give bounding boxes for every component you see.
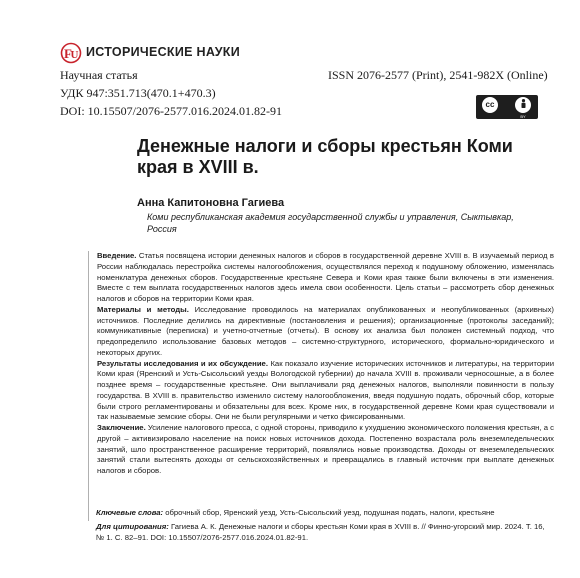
article-title: Денежные налоги и сборы крестьян Коми края в XVIII в.: [137, 136, 513, 177]
doi: DOI: 10.15507/2076-2577.016.2024.01.82-91: [60, 104, 282, 118]
citation-text: Гагиева А. К. Денежные налоги и сборы крестьян Коми края в XVIII в. // Финно-угорский мир. 2024. Т. 16, № 1. С. 82–91. DOI: 10.15507/2076-2577.016.2024.01.82-91.: [96, 522, 545, 542]
journal-header: [60, 42, 560, 64]
conclusion-text: Усиление налогового пресса, с одной стороны, приводило к ухудшению экономического положения крестьян, а с другой – активизировало население на поиск новых источников дохода. Постепенно возрастала роль внеземледельческих занятий, шло пространственное расширение территорий, появлялись новые производства. Доходы от внеземледельческих занятий стали вытеснять доходы от сельскохозяйственных и превращались в главный источник при выплате денежных налогов и сборов.: [97, 423, 555, 475]
results-text: Как показало изучение исторических источников и литературы, на территории Коми края (Яренский и Усть-Сысольский уезды Вологодской губернии) до начала XVIII в. проживали черносошные, а в более позднее время – государственные крестьяне. Они выплачивали ряд денежных налогов, выполняли повинности в пользу государства. В XVIII в. правительство изменило систему налогообложения, введя подушную подать, оброчный сбор, которые были строго регламентированы и обязательны для всех. Кроме них, в государственной деревне Коми края существовали и так называемые земские сборы. Они не были регулярными и четко фиксированными.: [97, 358, 555, 422]
conclusion-label: Заключение.: [97, 423, 146, 432]
udk-code: УДК 947:351.713(470.1+470.3): [60, 86, 216, 100]
issn: ISSN 2076-2577 (Print), 2541-982X (Online): [328, 68, 548, 82]
abstract: [88, 251, 554, 521]
methods-label: Материалы и методы.: [97, 304, 189, 314]
author-affiliation: Коми республиканская академия государственной службы и управления, Сыктывкар, Россия: [147, 212, 514, 234]
abstract-introduction: [97, 251, 554, 305]
cc-by-license-badge[interactable]: [476, 95, 538, 119]
journal-title: ИСТОРИЧЕСКИЕ НАУКИ: [86, 45, 241, 59]
article-type: Научная статья: [60, 68, 138, 82]
abstract-methods: [97, 305, 554, 359]
citation-label: Для цитирования:: [96, 522, 169, 531]
svg-text:U: U: [70, 49, 79, 61]
journal-logo-icon: [60, 42, 84, 64]
svg-text:F: F: [64, 46, 72, 61]
by-label: BY: [520, 114, 526, 119]
methods-text: Исследование проводилось на материалах опубликованных и неопубликованных (архивных) источников. Последние делились на директивные (постановления и решения); организационные (протоколы заседаний); коммуникативные (переписка) и учетно-отчетные (отчеты). В основу их анализа был положен системный подход, что предопределило использование базовых методов – системно-структурного, исторического, формально-юридического и некоторых других.: [97, 304, 554, 357]
keywords-label: Ключевые слова:: [96, 508, 164, 517]
abstract-conclusion: [97, 423, 554, 477]
introduction-text: Статья посвящена истории денежных налогов и сборов в государственной деревне XVIII в. В изучаемый период в России наблюдалась перестройка системы налогообложения, осуществлялся переход к подушному обложению, изменялась номенклатура денежных сборов. Государственные крестьяне Севера и Коми края также были включены в эти изменения. Вместе с тем выплата государственных налогов здесь имела свои особенности. Цель статьи – рассмотреть сбор денежных налогов и сборов на территории Коми края.: [97, 251, 555, 303]
abstract-results: [97, 359, 554, 424]
author-name: Анна Капитоновна Гагиева: [137, 197, 285, 209]
keywords: [96, 508, 554, 518]
results-label: Результаты исследования и их обсуждение.: [97, 358, 268, 368]
introduction-label: Введение.: [97, 251, 137, 260]
creative-commons-icon: cc: [481, 96, 499, 114]
attribution-person-icon: [514, 96, 532, 114]
person-icon: [516, 97, 531, 112]
keywords-text: оброчный сбор, Яренский уезд, Усть-Сысольский уезд, подушная подать, налоги, крестьяне: [165, 508, 495, 517]
citation: [96, 522, 554, 543]
